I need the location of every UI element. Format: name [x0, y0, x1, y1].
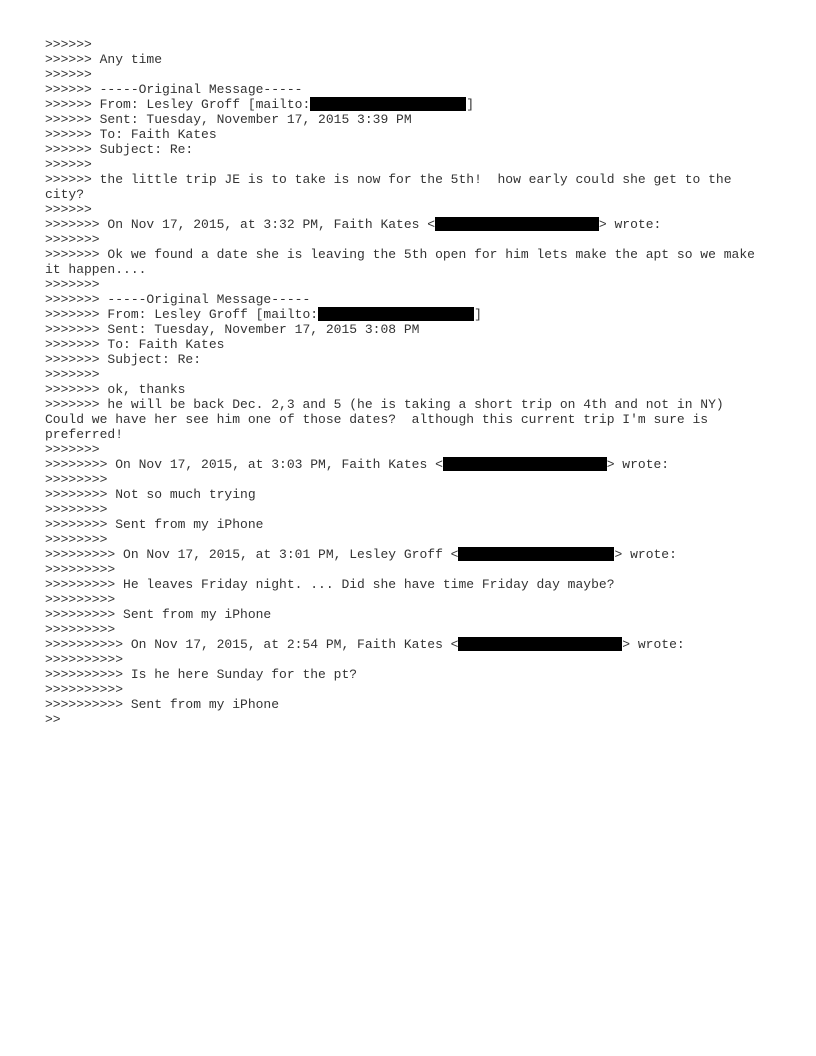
quote-line: >>>>>>>	[45, 277, 100, 292]
message-line: >>>>>>>>>> Is he here Sunday for the pt?	[45, 667, 358, 682]
reply-attribution-line	[45, 217, 816, 232]
original-message-divider: >>>>>>> -----Original Message-----	[45, 292, 311, 307]
subject-line: >>>>>>> Subject: Re:	[45, 352, 202, 367]
message-line: preferred!	[45, 427, 124, 442]
line-text-after: > wrote:	[614, 547, 677, 562]
reply-attribution-line	[45, 637, 816, 652]
line-text-after: > wrote:	[622, 637, 685, 652]
quote-line: >>>>>>>>>	[45, 562, 116, 577]
quote-line: >>>>>>>>>	[45, 622, 116, 637]
to-line: >>>>>>> To: Faith Kates	[45, 337, 225, 352]
quote-line: >>>>>>	[45, 202, 92, 217]
from-line	[45, 307, 816, 322]
original-message-divider: >>>>>> -----Original Message-----	[45, 82, 303, 97]
line-text-before: >>>>>>>>> On Nov 17, 2015, at 3:01 PM, Lesley Groff <	[45, 547, 459, 562]
quote-line: >>>>>>	[45, 67, 92, 82]
redaction-box	[435, 217, 599, 231]
quote-line: >>>>>>>	[45, 367, 100, 382]
signature-line: >>>>>>>>> Sent from my iPhone	[45, 607, 272, 622]
line-text-before: >>>>>>>>>> On Nov 17, 2015, at 2:54 PM, Faith Kates <	[45, 637, 459, 652]
quote-line: >>>>>>	[45, 157, 92, 172]
quote-line: >>>>>>	[45, 37, 92, 52]
reply-attribution-line	[45, 457, 816, 472]
sent-line: >>>>>> Sent: Tuesday, November 17, 2015 3:39 PM	[45, 112, 412, 127]
signature-line: >>>>>>>> Sent from my iPhone	[45, 517, 264, 532]
line-text-before: >>>>>> From: Lesley Groff [mailto:	[45, 97, 311, 112]
message-line: it happen....	[45, 262, 147, 277]
quote-line: >>>>>>>>	[45, 472, 108, 487]
redaction-box	[458, 547, 614, 561]
to-line: >>>>>> To: Faith Kates	[45, 127, 217, 142]
message-line: >>>>>> the little trip JE is to take is now for the 5th! how early could she get to the	[45, 172, 732, 187]
subject-line: >>>>>> Subject: Re:	[45, 142, 194, 157]
quote-line: >>>>>>>>>>	[45, 682, 124, 697]
message-line: city?	[45, 187, 85, 202]
redaction-box	[310, 97, 466, 111]
signature-line: >>>>>>>>>> Sent from my iPhone	[45, 697, 280, 712]
quote-line: >>>>>>>	[45, 232, 100, 247]
message-line: >>>>>>>> Not so much trying	[45, 487, 256, 502]
redaction-box	[318, 307, 474, 321]
line-text-after: > wrote:	[598, 217, 662, 232]
message-line: Could we have her see him one of those dates? although this current trip I'm sure is	[45, 412, 709, 427]
redaction-box	[443, 457, 607, 471]
quote-line: >>>>>>>>>>	[45, 652, 124, 667]
quote-line: >>	[45, 712, 61, 727]
line-text-after: ]	[466, 97, 475, 112]
line-text-before: >>>>>>>> On Nov 17, 2015, at 3:03 PM, Faith Kates <	[45, 457, 443, 472]
quote-line: >>>>>>>>	[45, 502, 108, 517]
sent-line: >>>>>>> Sent: Tuesday, November 17, 2015 3:08 PM	[45, 322, 420, 337]
email-thread	[45, 37, 816, 727]
line-text-after: ]	[474, 307, 482, 322]
line-text-after: > wrote:	[606, 457, 670, 472]
message-line: >>>>>>> ok, thanks	[45, 382, 186, 397]
reply-attribution-line	[45, 547, 816, 562]
message-line: >>>>>>>>> He leaves Friday night. ... Did she have time Friday day maybe?	[45, 577, 615, 592]
message-line: >>>>>>> Ok we found a date she is leaving the 5th open for him lets make the apt so we make	[45, 247, 755, 262]
quote-line: >>>>>>>	[45, 442, 100, 457]
message-line: >>>>>> Any time	[45, 52, 163, 67]
quote-line: >>>>>>>>	[45, 532, 108, 547]
quote-line: >>>>>>>>>	[45, 592, 116, 607]
redaction-box	[458, 637, 622, 651]
message-line: >>>>>>> he will be back Dec. 2,3 and 5 (he is taking a short trip on 4th and not in NY)	[45, 397, 724, 412]
line-text-before: >>>>>>> From: Lesley Groff [mailto:	[45, 307, 319, 322]
line-text-before: >>>>>>> On Nov 17, 2015, at 3:32 PM, Faith Kates <	[45, 217, 436, 232]
from-line	[45, 97, 816, 112]
